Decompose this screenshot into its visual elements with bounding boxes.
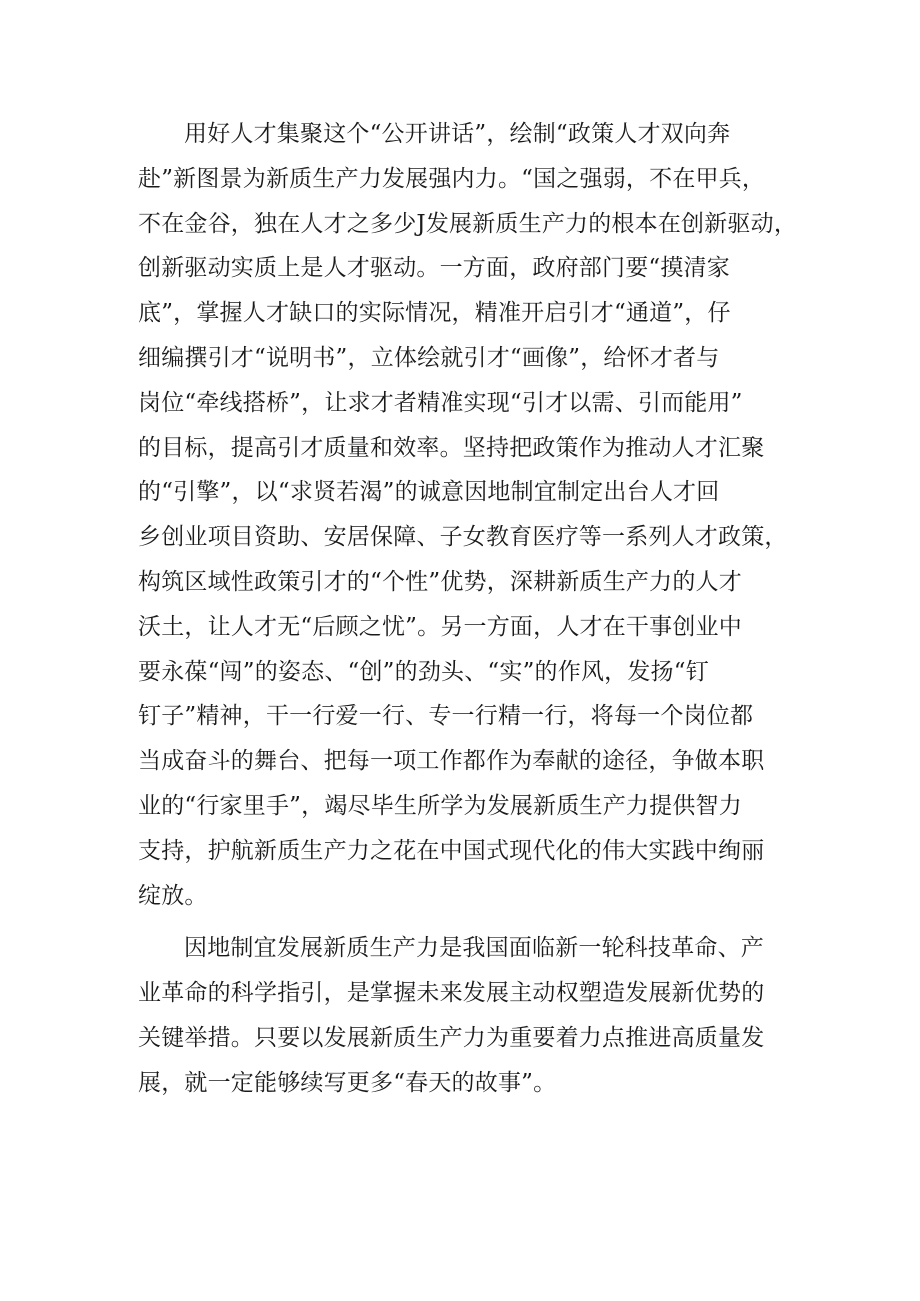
text-line: 岗位“牵线搭桥”，让求才者精准实现“引才以需、引而能用” bbox=[138, 389, 743, 416]
text-line: 不在金谷，独在人才之多少J发展新质生产力的根本在创新驱动， bbox=[138, 210, 798, 237]
text-line: 细编撰引才“说明书”，立体绘就引才“画像”，给怀才者与 bbox=[138, 344, 720, 371]
text-line: 创新驱动实质上是人才驱动。一方面，政府部门要“摸清家 bbox=[138, 255, 730, 282]
text-line: 构筑区域性政策引才的“个性”优势，深耕新质生产力的人才 bbox=[138, 568, 742, 595]
text-line: 沃土，让人才无“后顾之忧”。另一方面，人才在干事创业中 bbox=[138, 613, 742, 640]
text-line: 因地制宜发展新质生产力是我国面临新一轮科技革命、产 bbox=[184, 935, 764, 962]
paragraph-conclusion bbox=[138, 926, 798, 1105]
text-line: 展，就一定能够续写更多“春天的故事”。 bbox=[138, 1069, 557, 1096]
text-line: 当成奋斗的舞台、把每一项工作都作为奉献的途径，争做本职 bbox=[138, 748, 765, 775]
text-line: 乡创业项目资助、安居保障、子女教育医疗等一系列人才政策， bbox=[138, 524, 788, 551]
text-line: 底”，掌握人才缺口的实际情况，精准开启引才“通道”，仔 bbox=[138, 300, 731, 327]
text-line: 钉子”精神，干一行爱一行、专一行精一行，将每一个岗位都 bbox=[138, 703, 754, 730]
text-line: 要永葆“闯”的姿态、“创”的劲头、“实”的作风，发扬“钉 bbox=[138, 658, 709, 685]
text-line: 的“引擎”，以“求贤若渴”的诚意因地制宜制定出台人才回 bbox=[138, 479, 720, 506]
text-line: 关键举措。只要以发展新质生产力为重要着力点推进高质量发 bbox=[138, 1024, 765, 1051]
text-line: 绽放。 bbox=[138, 882, 208, 909]
text-line: 业革命的科学指引，是掌握未来发展主动权塑造发展新优势的 bbox=[138, 980, 765, 1007]
text-line: 的目标，提高引才质量和效率。坚持把政策作为推动人才汇聚 bbox=[138, 434, 765, 461]
text-line: 赴”新图景为新质生产力发展强内力。“国之强弱，不在甲兵， bbox=[138, 165, 766, 192]
text-line: 支持，护航新质生产力之花在中国式现代化的伟大实践中绚丽 bbox=[138, 837, 765, 864]
article-body bbox=[138, 112, 798, 1114]
text-line: 业的“行家里手”，竭尽毕生所学为发展新质生产力提供智力 bbox=[138, 792, 742, 819]
paragraph-talent-policy bbox=[138, 112, 798, 918]
text-line: 用好人才集聚这个“公开讲话”，绘制“政策人才双向奔 bbox=[184, 121, 731, 147]
